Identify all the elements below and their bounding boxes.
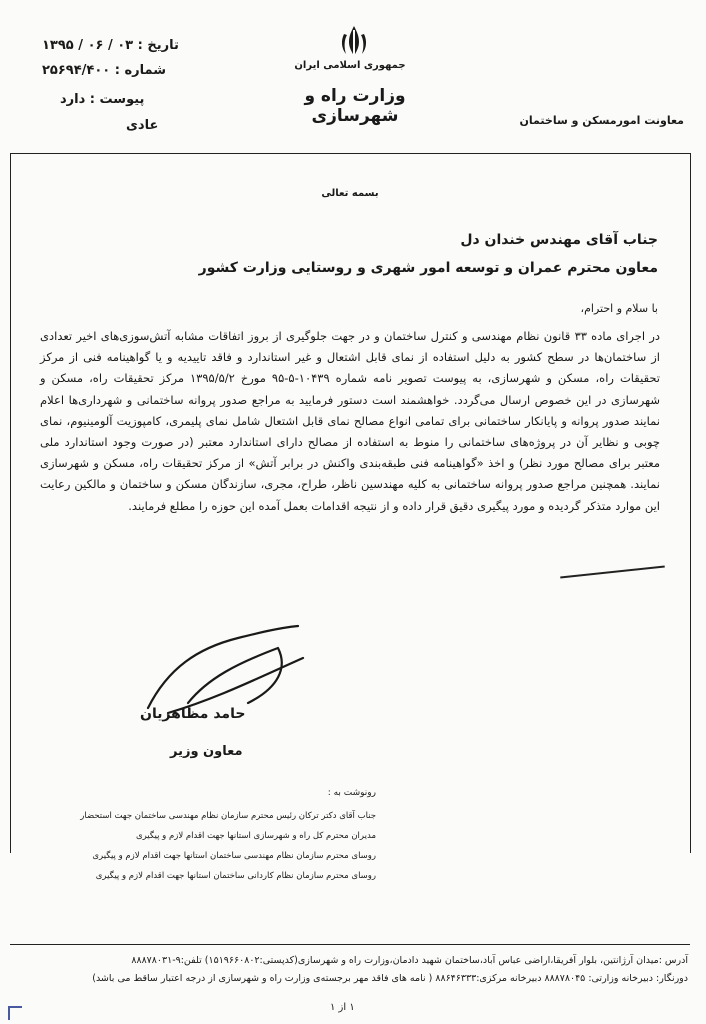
letter-classification: عادی [126, 118, 159, 133]
ministry-title: وزارت راه و شهرسازی [304, 86, 406, 126]
letter-date: تاریخ : ۰۳ / ۰۶ / ۱۳۹۵ [42, 38, 179, 53]
letter-meta-class [126, 118, 158, 133]
letter-meta [42, 38, 179, 53]
letter-meta-number [42, 63, 166, 78]
signer-title: معاون وزیر [170, 744, 243, 759]
frame-left-line [10, 153, 11, 853]
addressee-title: معاون محترم عمران و توسعه امور شهری و روستایی وزارت کشور [198, 260, 658, 276]
margin-bracket-mark [8, 1006, 22, 1020]
cc-list [56, 806, 376, 886]
cc-title: رونوشت به : [327, 788, 376, 798]
strikethrough-mark [560, 566, 665, 579]
letter-footer [18, 952, 688, 988]
letter-number: شماره : ۲۵۶۹۴/۴۰۰ [42, 63, 167, 78]
letter-attachment: پیوست : دارد [60, 92, 145, 107]
body-paragraph: در اجرای ماده ۳۳ قانون نظام مهندسی و کنترل ساختمان و در جهت جلوگیری از بروز اتفاقات مشابه آتش‌سوزی‌های اخیر تعدادی از ساختمان‌ها در سطح کشور به دلیل استفاده از نمای قابل اشتعال و غیر استاندارد و فاقد تاییدیه و یا گواهینامه فنی از مرکز تحقیقات راه، مسکن و شهرسازی، به پیوست تصویر نامه شماره ۱۰۴۳۹-۵-۹۵ مورخ ۱۳۹۵/۵/۲ مرکز تحقیقات راه، مسکن و شهرسازی در این خصوص ارسال می‌گردد. خواهشمند است دستور فرمایید به مراجع صدور پروانه ساختمانی و شهرداری‌ها اعلام نمایند صدور پروانه و پایانکار ساختمانی برای تمامی انواع مصالح نمای قابل اشتعال شامل نمای پلیمری، کامپوزیت آلومینیوم، نمای چوبی و نظایر آن در پروژه‌های ساختمانی را منوط به استفاده از مصالح دارای استاندارد معتبر (در صورت وجود استاندارد ملی معتبر برای مصالح مورد نظر) و اخذ «گواهینامه فنی طبقه‌بندی واکنش در برابر آتش» از مرکز تحقیقات راه، مسکن و شهرسازی نمایند. همچنین مراجع صدور پروانه ساختمانی به کلیه مهندسین ناظر، طراح، مجری، سازندگان مسکن و ساختمان و مالکین رعایت این موارد متذکر گردیده و مورد پیگیری دقیق قرار داده و از نتیجه اقدامات بعمل آمده این حوزه را مطلع فرمایند. [40, 329, 661, 513]
letter-body [40, 326, 660, 517]
page-number: ۱ از ۱ [330, 1002, 355, 1013]
bismillah: بسمه تعالی [321, 188, 379, 199]
deputy-office-title: معاونت امورمسکن و ساختمان [519, 114, 684, 127]
cc-item: روسای محترم سازمان نظام کاردانی ساختمان استانها جهت اقدام لازم و پیگیری [95, 871, 376, 881]
footer-separator-line [10, 944, 690, 945]
frame-top-line [10, 153, 690, 154]
cc-item: مدیران محترم کل راه و شهرسازی استانها جهت اقدام لازم و پیگیری [135, 831, 376, 841]
iran-emblem-icon [334, 22, 374, 62]
footer-address: آدرس :میدان آرژانتین، بلوار آفریقا،اراضی عباس آباد،ساختمان شهید دادمان،وزارت راه و شهرسازی(کدپستی:۱۵۱۹۶۶۰۸۰۲) تلفن:۹-۸۸۸۷۸۰۳۱ [131, 955, 688, 966]
greeting: با سلام و احترام، [580, 302, 658, 315]
footer-secretariat: دورنگار: دبیرخانه وزارتی: ۸۸۸۷۸۰۴۵ دبیرخانه مرکزی:۸۸۶۴۶۳۳۳ ( نامه های فاقد مهر برجسته‌ی وزارت راه و شهرسازی از درجه اعتبار ساقط می باشد) [92, 973, 688, 984]
signer-name: حامد مظاهریان [140, 706, 246, 722]
addressee-name: جناب آقای مهندس خندان دل [460, 232, 658, 248]
cc-item: جناب آقای دکتر ترکان رئیس محترم سازمان نظام مهندسی ساختمان جهت استحضار [80, 811, 376, 821]
republic-title: جمهوری اسلامی ایران [294, 60, 406, 71]
letter-meta-attachment [60, 92, 144, 107]
cc-item: روسای محترم سازمان نظام مهندسی ساختمان استانها جهت اقدام لازم و پیگیری [92, 851, 376, 861]
frame-right-line [690, 153, 691, 853]
